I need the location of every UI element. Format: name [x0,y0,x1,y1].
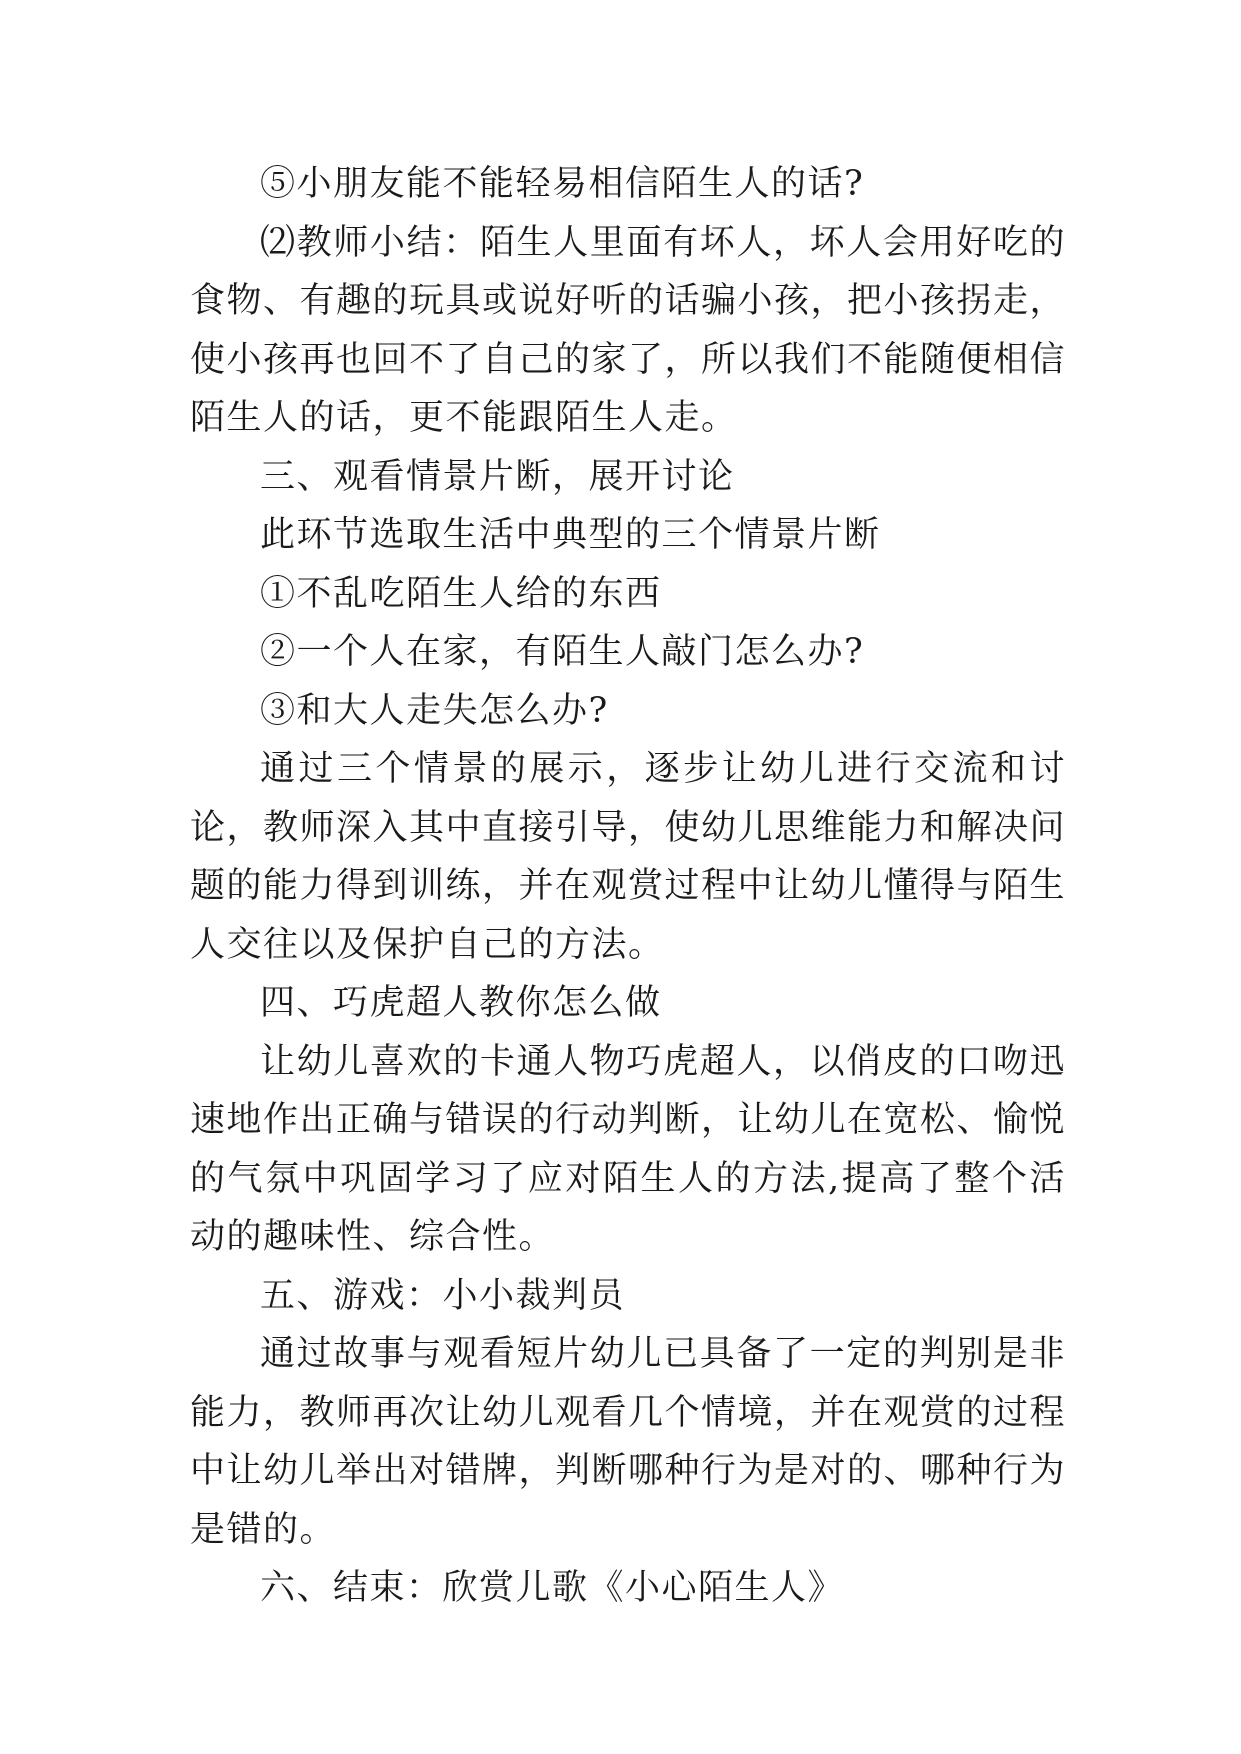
section-five-body: 通过故事与观看短片幼儿已具备了一定的判别是非能力，教师再次让幼儿观看几个情境，并在观赏的过程中让幼儿举出对错牌，判断哪种行为是对的、哪种行为是错的。 [190,1334,1067,1550]
section-six-heading: 六、结束：欣赏儿歌《小心陌生人》 [260,1568,845,1608]
section-four-heading: 四、巧虎超人教你怎么做 [260,983,662,1023]
question-five-paragraph: ⑤小朋友能不能轻易相信陌生人的话? [260,164,865,204]
section-three-intro: 此环节选取生活中典型的三个情景片断 [260,515,881,555]
scenario-three: ③和大人走失怎么办? [260,690,609,731]
section-three-body: 通过三个情景的展示，逐步让幼儿进行交流和讨论，教师深入其中直接引导，使幼儿思维能力和解决问题的能力得到训练，并在观赏过程中让幼儿懂得与陌生人交往以及保护自己的方法。 [190,749,1067,965]
scenario-one: ①不乱吃陌生人给的东西 [260,573,662,614]
section-four-body: 让幼儿喜欢的卡通人物巧虎超人，以俏皮的口吻迅速地作出正确与错误的行动判断，让幼儿在宽松、愉悦的气氛中巩固学习了应对陌生人的方法,提高了整个活动的趣味性、综合性。 [190,1041,1067,1257]
scenario-two: ②一个人在家，有陌生人敲门怎么办? [260,632,865,672]
section-three-heading: 三、观看情景片断，展开讨论 [260,456,735,497]
section-five-heading: 五、游戏：小小裁判员 [260,1275,626,1316]
document-page [190,155,1066,1618]
teacher-summary-paragraph: ⑵教师小结：陌生人里面有坏人，坏人会用好吃的食物、有趣的玩具或说好听的话骗小孩，把小孩拐走，使小孩再也回不了自己的家了，所以我们不能随便相信陌生人的话，更不能跟陌生人走。 [190,222,1067,438]
